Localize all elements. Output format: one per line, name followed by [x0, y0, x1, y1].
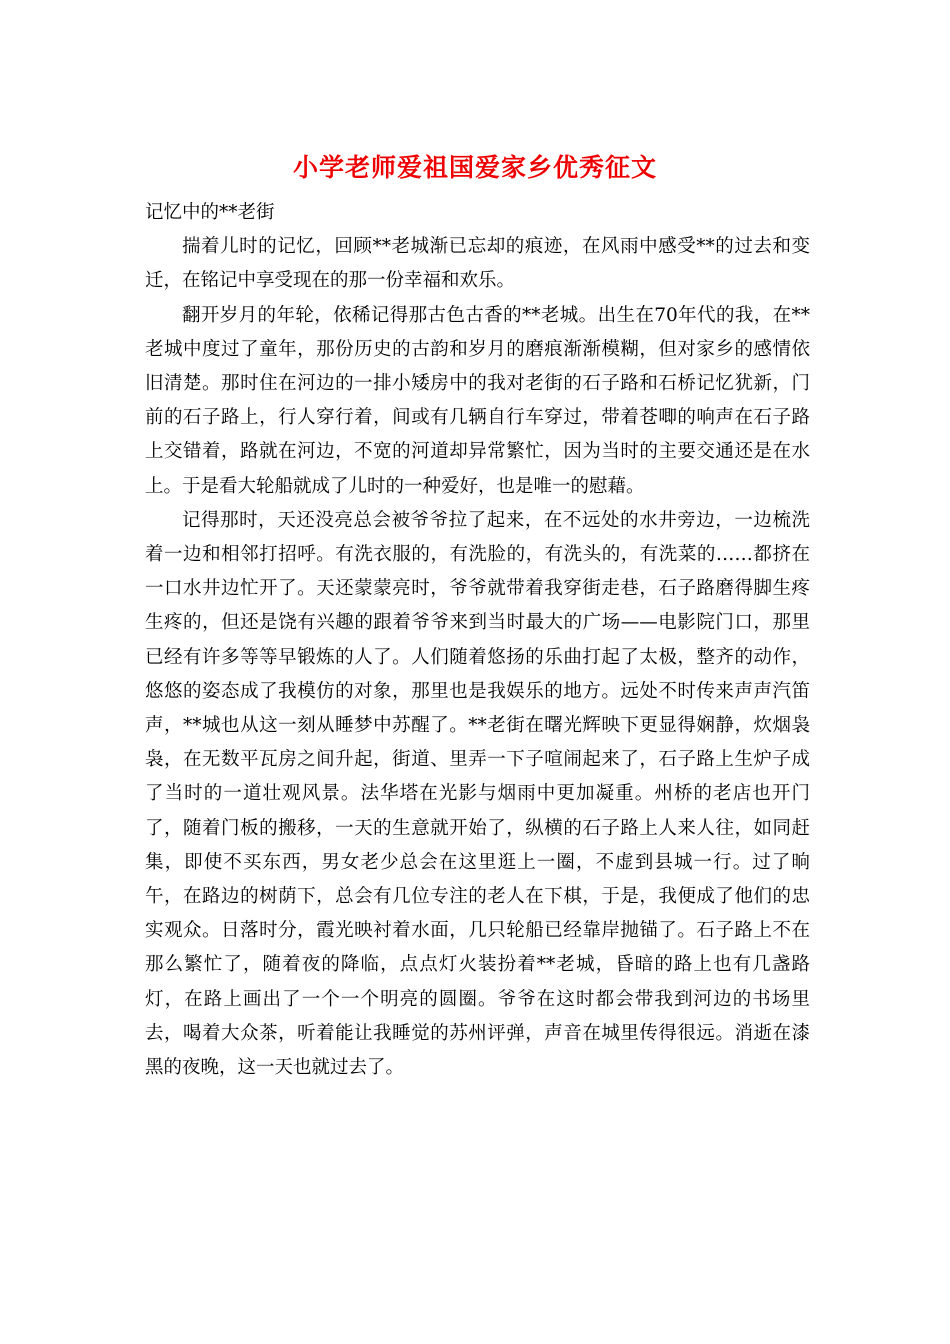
paragraph-1: 揣着儿时的记忆，回顾**老城渐已忘却的痕迹，在风雨中感受**的过去和变迁，在铭记中享受现在的那一份幸福和欢乐。 — [145, 236, 810, 292]
document-subtitle: 记忆中的**老街 — [145, 202, 275, 223]
document-title: 小学老师爱祖国爱家乡优秀征文 — [292, 153, 657, 182]
document-body — [145, 196, 810, 1085]
paragraph-2: 翻开岁月的年轮，依稀记得那古色古香的**老城。出生在70年代的我，在**老城中度过了童年，那份历史的古韵和岁月的磨痕渐渐模糊，但对家乡的感情依旧清楚。那时住在河边的一排小矮房中的我对老街的石子路和石桥记忆犹新，门前的石子路上，行人穿行着，间或有几辆自行车穿过，带着苍唧的响声在石子路上交错着，路就在河边，不宽的河道却异常繁忙，因为当时的主要交通还是在水上。于是看大轮船就成了儿时的一种爱好，也是唯一的慰藉。 — [145, 304, 810, 497]
paragraph-3: 记得那时，天还没亮总会被爷爷拉了起来，在不远处的水井旁边，一边梳洗着一边和相邻打招呼。有洗衣服的，有洗脸的，有洗头的，有洗菜的……都挤在一口水井边忙开了。天还蒙蒙亮时，爷爷就带着我穿街走巷，石子路磨得脚生疼生疼的，但还是饶有兴趣的跟着爷爷来到当时最大的广场——电影院门口，那里已经有许多等等早锻炼的人了。人们随着悠扬的乐曲打起了太极，整齐的动作，悠悠的姿态成了我模仿的对象，那里也是我娱乐的地方。远处不时传来声声汽笛声，**城也从这一刻从睡梦中苏醒了。**老街在曙光辉映下更显得娴静，炊烟袅袅，在无数平瓦房之间升起，街道、里弄一下子喧闹起来了，石子路上生炉子成了当时的一道壮观风景。法华塔在光影与烟雨中更加凝重。州桥的老店也开门了，随着门板的搬移，一天的生意就开始了，纵横的石子路上人来人往，如同赶集，即使不买东西，男女老少总会在这里逛上一圈，不虚到县城一行。过了晌午，在路边的树荫下，总会有几位专注的老人在下棋，于是，我便成了他们的忠实观众。日落时分，霞光映衬着水面，几只轮船已经靠岸抛锚了。石子路上不在那么繁忙了，随着夜的降临，点点灯火装扮着**老城，昏暗的路上也有几盏路灯，在路上画出了一个一个明亮的圆圈。爷爷在这时都会带我到河边的书场里去，喝着大众茶，听着能让我睡觉的苏州评弹，声音在城里传得很远。消逝在漆黑的夜晚，这一天也就过去了。 — [145, 509, 810, 1079]
